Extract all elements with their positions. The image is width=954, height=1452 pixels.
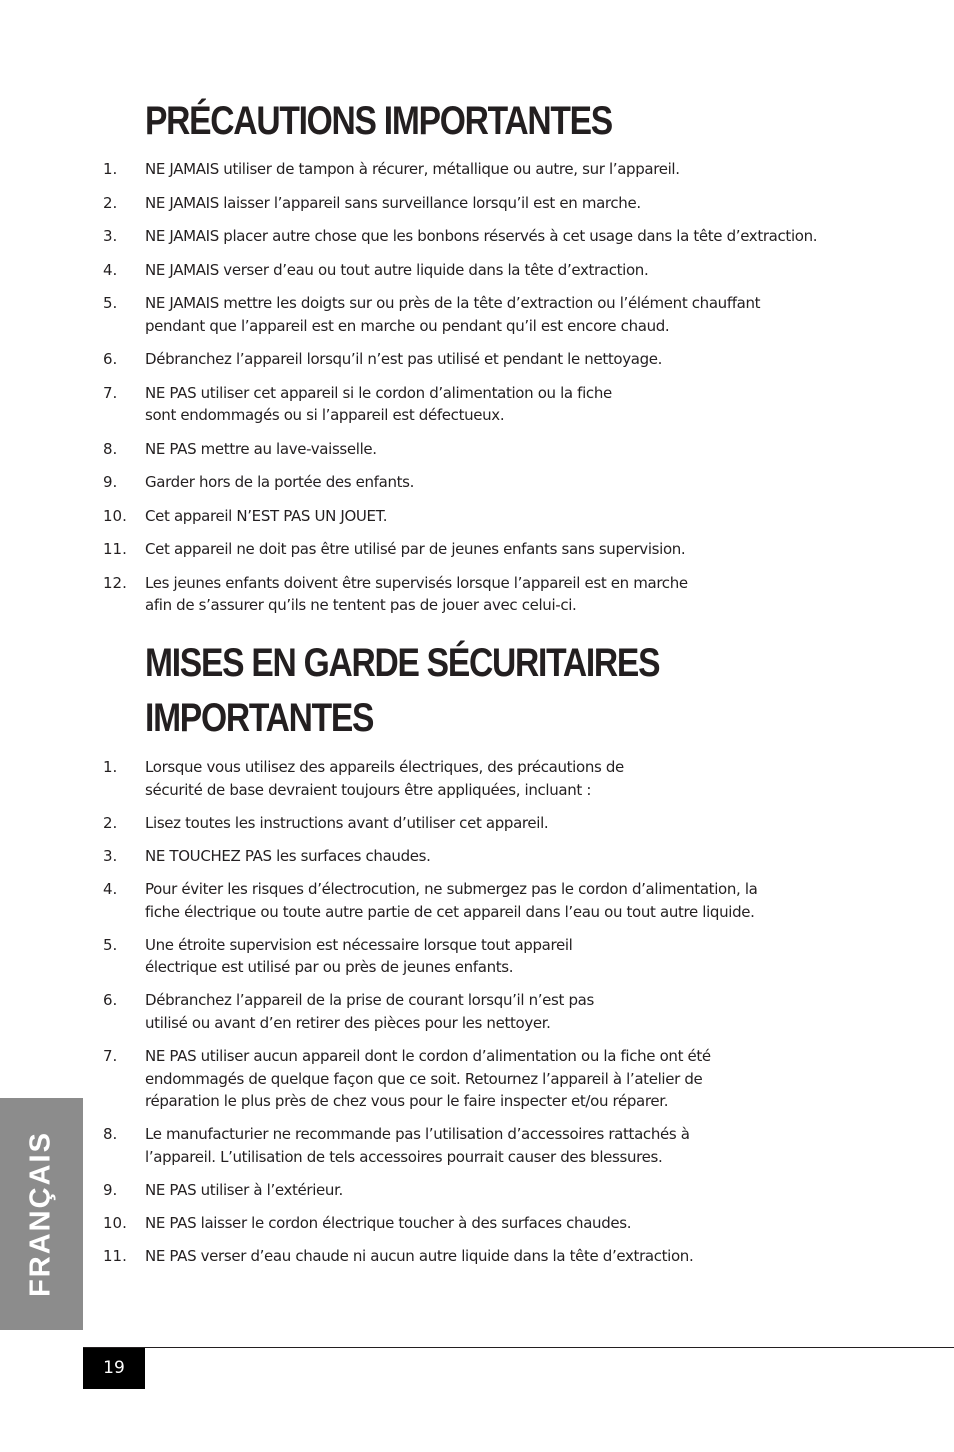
item-text: NE PAS utiliser cet appareil si le cordon d’alimentation ou la fiche sont endommagés ou si l’appareil est défectueux. — [145, 383, 612, 424]
language-label: FRANÇAIS — [24, 1131, 57, 1297]
item-text: NE JAMAIS utiliser de tampon à récurer, métallique ou autre, sur l’appareil. — [145, 160, 680, 178]
item-text: Lisez toutes les instructions avant d’utiliser cet appareil. — [145, 813, 549, 832]
footer-divider — [83, 1347, 954, 1348]
list-item — [0, 505, 880, 528]
list-item — [0, 1212, 880, 1235]
item-text: NE PAS verser d’eau chaude ni aucun autre liquide dans la tête d’extraction. — [145, 1247, 694, 1266]
list-item — [0, 259, 880, 282]
list-item — [0, 438, 880, 461]
safety-warnings-list — [0, 756, 880, 1279]
list-item — [0, 756, 880, 801]
item-text: NE JAMAIS verser d’eau ou tout autre liquide dans la tête d’extraction. — [145, 260, 649, 279]
item-number: 1. — [103, 758, 118, 776]
item-number: 7. — [103, 383, 118, 402]
list-item — [0, 471, 880, 494]
item-number: 6. — [103, 991, 118, 1010]
item-text: Une étroite supervision est nécessaire lorsque tout appareil électrique est utilisé par ou près de jeunes enfants. — [145, 935, 573, 977]
item-number: 12. — [103, 573, 127, 592]
item-text: NE JAMAIS placer autre chose que les bonbons réservés à cet usage dans la tête d’extraction. — [145, 227, 818, 245]
item-text: Débranchez l’appareil lorsqu’il n’est pas utilisé et pendant le nettoyage. — [145, 350, 663, 368]
list-item — [0, 572, 880, 617]
item-number: 3. — [103, 846, 118, 865]
item-text: NE JAMAIS laisser l’appareil sans surveillance lorsqu’il est en marche. — [145, 193, 641, 212]
item-text: Cet appareil N’EST PAS UN JOUET. — [145, 506, 388, 525]
list-item — [0, 1179, 880, 1202]
item-number: 5. — [103, 294, 118, 312]
list-item — [0, 348, 880, 371]
item-number: 2. — [103, 193, 118, 212]
list-item — [0, 292, 880, 337]
item-number: 10. — [103, 506, 127, 525]
list-item — [0, 538, 880, 561]
item-number: 5. — [103, 935, 118, 954]
item-text: Les jeunes enfants doivent être supervisés lorsque l’appareil est en marche afin de s’assurer qu’ils ne tentent pas de jouer avec celui-ci. — [145, 573, 688, 614]
list-item — [0, 192, 880, 215]
item-number: 11. — [103, 1247, 127, 1266]
item-number: 11. — [103, 540, 127, 558]
item-text: NE TOUCHEZ PAS les surfaces chaudes. — [145, 846, 431, 865]
item-number: 3. — [103, 227, 118, 245]
item-number: 8. — [103, 1125, 118, 1144]
list-item — [0, 158, 880, 181]
list-item — [0, 225, 880, 248]
page-number-box — [83, 1348, 145, 1389]
item-number: 9. — [103, 473, 118, 491]
list-item — [0, 812, 880, 835]
item-text: Débranchez l’appareil de la prise de courant lorsqu’il n’est pas utilisé ou avant d’en retirer des pièces pour les nettoyer. — [145, 991, 594, 1032]
section2-heading — [145, 636, 659, 746]
item-text: NE PAS utiliser à l’extérieur. — [145, 1181, 343, 1199]
item-number: 9. — [103, 1181, 118, 1199]
item-number: 6. — [103, 350, 118, 368]
item-text: NE JAMAIS mettre les doigts sur ou près de la tête d’extraction ou l’élément chauffant pendant que l’appareil est en marche ou pendant qu’il est encore chaud. — [145, 294, 761, 335]
item-number: 2. — [103, 813, 118, 832]
item-text: NE PAS mettre au lave-vaisselle. — [145, 439, 377, 458]
list-item — [0, 845, 880, 868]
item-number: 7. — [103, 1047, 118, 1066]
item-number: 10. — [103, 1214, 127, 1233]
item-number: 1. — [103, 160, 118, 178]
precautions-list — [0, 158, 880, 628]
item-number: 8. — [103, 439, 118, 458]
list-item — [0, 989, 880, 1034]
list-item — [0, 382, 880, 427]
section1-heading: PRÉCAUTIONS IMPORTANTES — [145, 99, 612, 143]
item-number: 4. — [103, 880, 118, 899]
section2-heading-line1: MISES EN GARDE SÉCURITAIRES — [145, 641, 660, 685]
list-item — [0, 1045, 880, 1113]
page-number: 19 — [103, 1358, 125, 1378]
list-item — [0, 878, 880, 923]
item-text: Pour éviter les risques d’électrocution, ne submergez pas le cordon d’alimentation, la fiche électrique ou toute autre partie de cet appareil dans l’eau ou tout autre liquide. — [145, 880, 758, 921]
list-item — [0, 934, 880, 979]
item-text: Le manufacturier ne recommande pas l’utilisation d’accessoires rattachés à l’appareil. L’utilisation de tels accessoires pourrait causer des blessures. — [145, 1125, 690, 1166]
list-item — [0, 1245, 880, 1268]
list-item — [0, 1123, 880, 1168]
item-text: NE PAS utiliser aucun appareil dont le cordon d’alimentation ou la fiche ont été endommagés de quelque façon que ce soit. Retournez l’appareil à l’atelier de réparation le plus près de chez vous pour le faire inspecter et/ou réparer. — [145, 1047, 711, 1111]
item-text: Cet appareil ne doit pas être utilisé par de jeunes enfants sans supervision. — [145, 540, 686, 558]
section2-heading-line2: IMPORTANTES — [145, 696, 374, 740]
item-number: 4. — [103, 260, 118, 279]
item-text: Garder hors de la portée des enfants. — [145, 473, 415, 491]
item-text: Lorsque vous utilisez des appareils électriques, des précautions de sécurité de base devraient toujours être appliquées, incluant : — [145, 758, 624, 799]
item-text: NE PAS laisser le cordon électrique toucher à des surfaces chaudes. — [145, 1214, 632, 1233]
